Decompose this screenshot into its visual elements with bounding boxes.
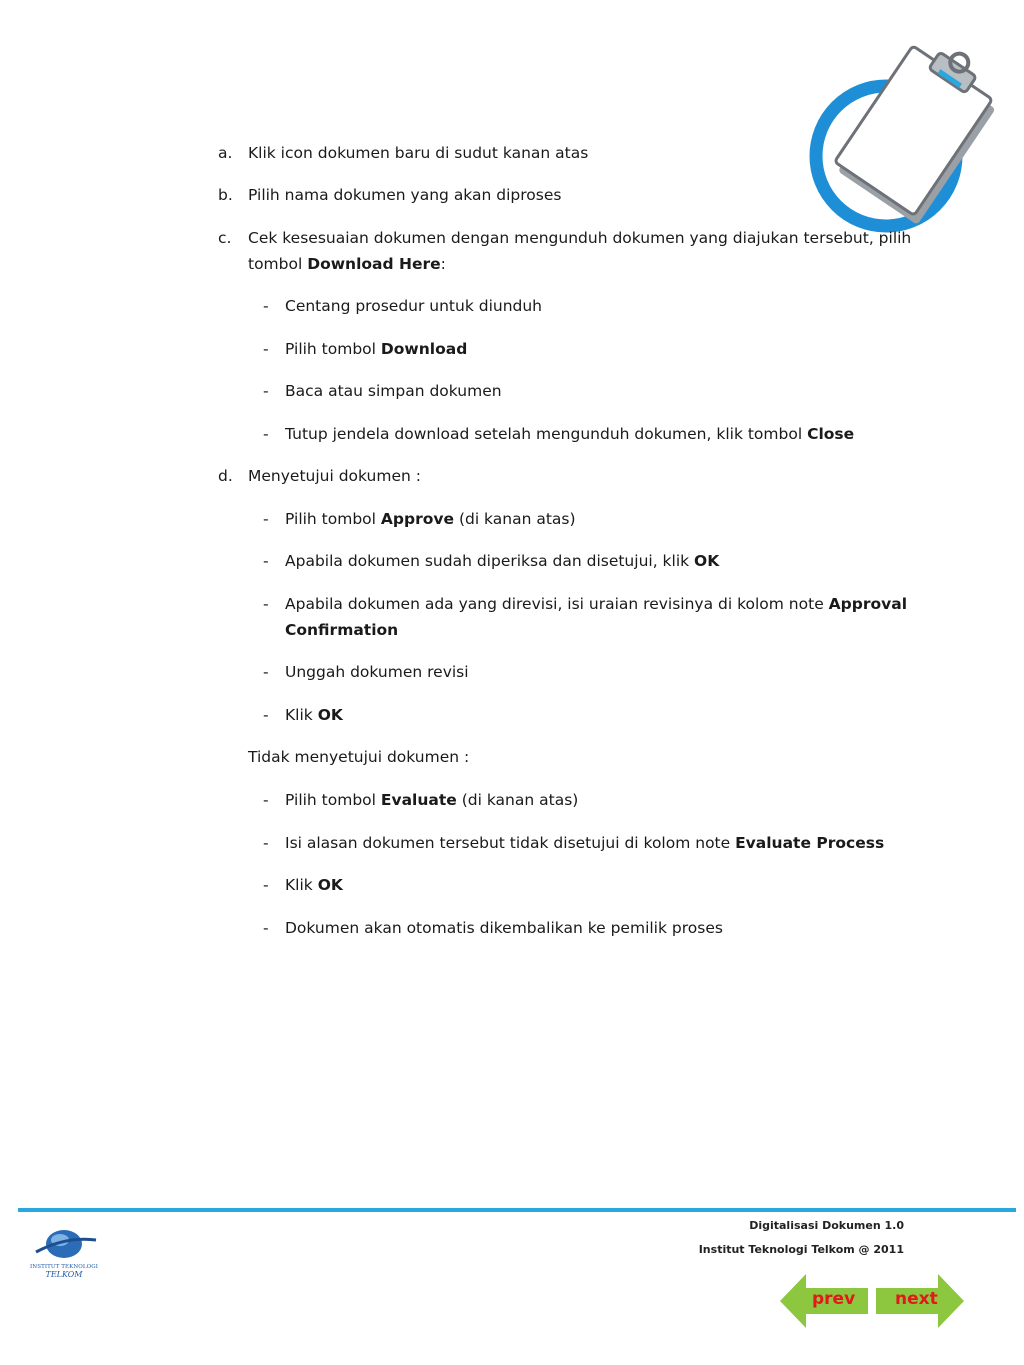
download-here-label: Download Here	[307, 255, 441, 273]
dash-bullet: -	[263, 552, 269, 570]
dash-bullet: -	[263, 876, 269, 894]
step-text: :	[440, 255, 446, 273]
footer-copyright: Institut Teknologi Telkom @ 2011	[698, 1243, 904, 1256]
list-item-text: Tutup jendela download setelah mengunduh dokumen, klik tombol Close	[285, 425, 855, 443]
step-c	[218, 225, 912, 277]
step-marker: d.	[218, 467, 233, 485]
list-item-text: Centang prosedur untuk diunduh	[285, 297, 543, 315]
prev-label: prev	[812, 1289, 856, 1309]
list-item-text: Klik OK	[285, 706, 343, 724]
reject-heading: Tidak menyetujui dokumen :	[248, 748, 470, 766]
list-item-text: Pilih tombol Approve (di kanan atas)	[285, 510, 576, 528]
logo-caption: TELKOM	[45, 1270, 83, 1279]
step-marker: a.	[218, 144, 233, 162]
dash-bullet: -	[263, 834, 269, 852]
dash-bullet: -	[263, 382, 269, 400]
dash-bullet: -	[263, 425, 269, 443]
logo-caption: INSTITUT TEKNOLOGI	[30, 1264, 98, 1270]
footer-title: Digitalisasi Dokumen 1.0	[749, 1219, 904, 1232]
list-item-text: Pilih tombol Evaluate (di kanan atas)	[285, 791, 579, 809]
step-text: Klik icon dokumen baru di sudut kanan atas	[248, 144, 589, 162]
dash-bullet: -	[263, 510, 269, 528]
footer-divider	[18, 1208, 1016, 1212]
clipboard-icon	[800, 40, 1000, 240]
dash-bullet: -	[263, 297, 269, 315]
prev-button[interactable]	[780, 1274, 868, 1328]
dash-bullet: -	[263, 706, 269, 724]
step-text: Menyetujui dokumen :	[248, 467, 421, 485]
dash-bullet: -	[263, 919, 269, 937]
dash-bullet: -	[263, 340, 269, 358]
list-item-text: Baca atau simpan dokumen	[285, 382, 502, 400]
dash-bullet: -	[263, 663, 269, 681]
step-marker: c.	[218, 229, 232, 247]
dash-bullet: -	[263, 791, 269, 809]
list-item	[263, 591, 908, 643]
next-button[interactable]	[876, 1274, 964, 1328]
step-marker: b.	[218, 186, 233, 204]
list-item-text-line2: Confirmation	[285, 621, 399, 639]
step-text: Pilih nama dokumen yang akan diproses	[248, 186, 562, 204]
next-label: next	[895, 1289, 938, 1309]
dash-bullet: -	[263, 595, 269, 613]
list-item-text: Klik OK	[285, 876, 343, 894]
step-text: tombol	[248, 255, 308, 273]
list-item-text: Unggah dokumen revisi	[285, 663, 469, 681]
list-item-text: Apabila dokumen ada yang direvisi, isi uraian revisinya di kolom note Approval	[285, 595, 908, 613]
list-item-text: Pilih tombol Download	[285, 340, 468, 358]
list-item-text: Isi alasan dokumen tersebut tidak disetujui di kolom note Evaluate Process	[285, 834, 885, 852]
step-text-line1: Cek kesesuaian dokumen dengan mengunduh dokumen yang diajukan tersebut, pilih	[248, 229, 912, 247]
step-text-line2	[248, 251, 446, 277]
list-item-text: Apabila dokumen sudah diperiksa dan disetujui, klik OK	[285, 552, 720, 570]
list-item-text: Dokumen akan otomatis dikembalikan ke pemilik proses	[285, 919, 723, 937]
